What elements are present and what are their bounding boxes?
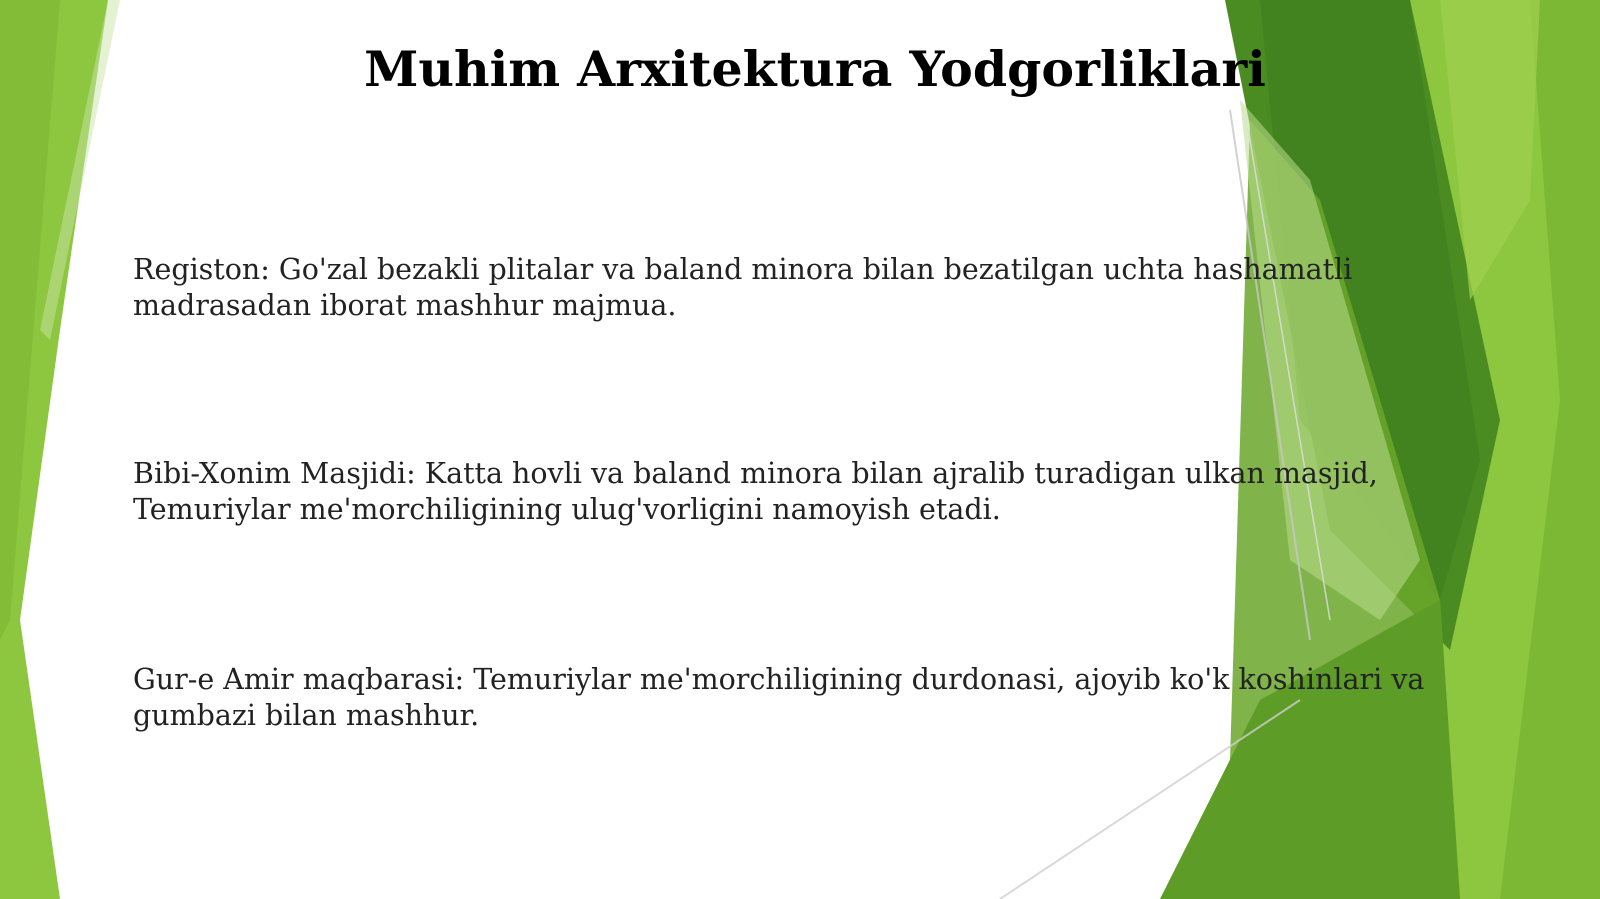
- slide-title: Muhim Arxitektura Yodgorliklari: [364, 40, 1266, 98]
- paragraph-registon: Registon: Go'zal bezakli plitalar va baland minora bilan bezatilgan uchta hashamatli madrasadan iborat mashhur majmua.: [133, 253, 1353, 322]
- paragraph-gur-e-amir: Gur-e Amir maqbarasi: Temuriylar me'morchiligining durdonasi, ajoyib ko'k koshinlari va gumbazi bilan mashhur.: [133, 663, 1425, 732]
- paragraph-bibi-xonim: Bibi-Xonim Masjidi: Katta hovli va baland minora bilan ajralib turadigan ulkan masjid, Temuriylar me'morchiligining ulug'vorligini namoyish etadi.: [133, 457, 1378, 526]
